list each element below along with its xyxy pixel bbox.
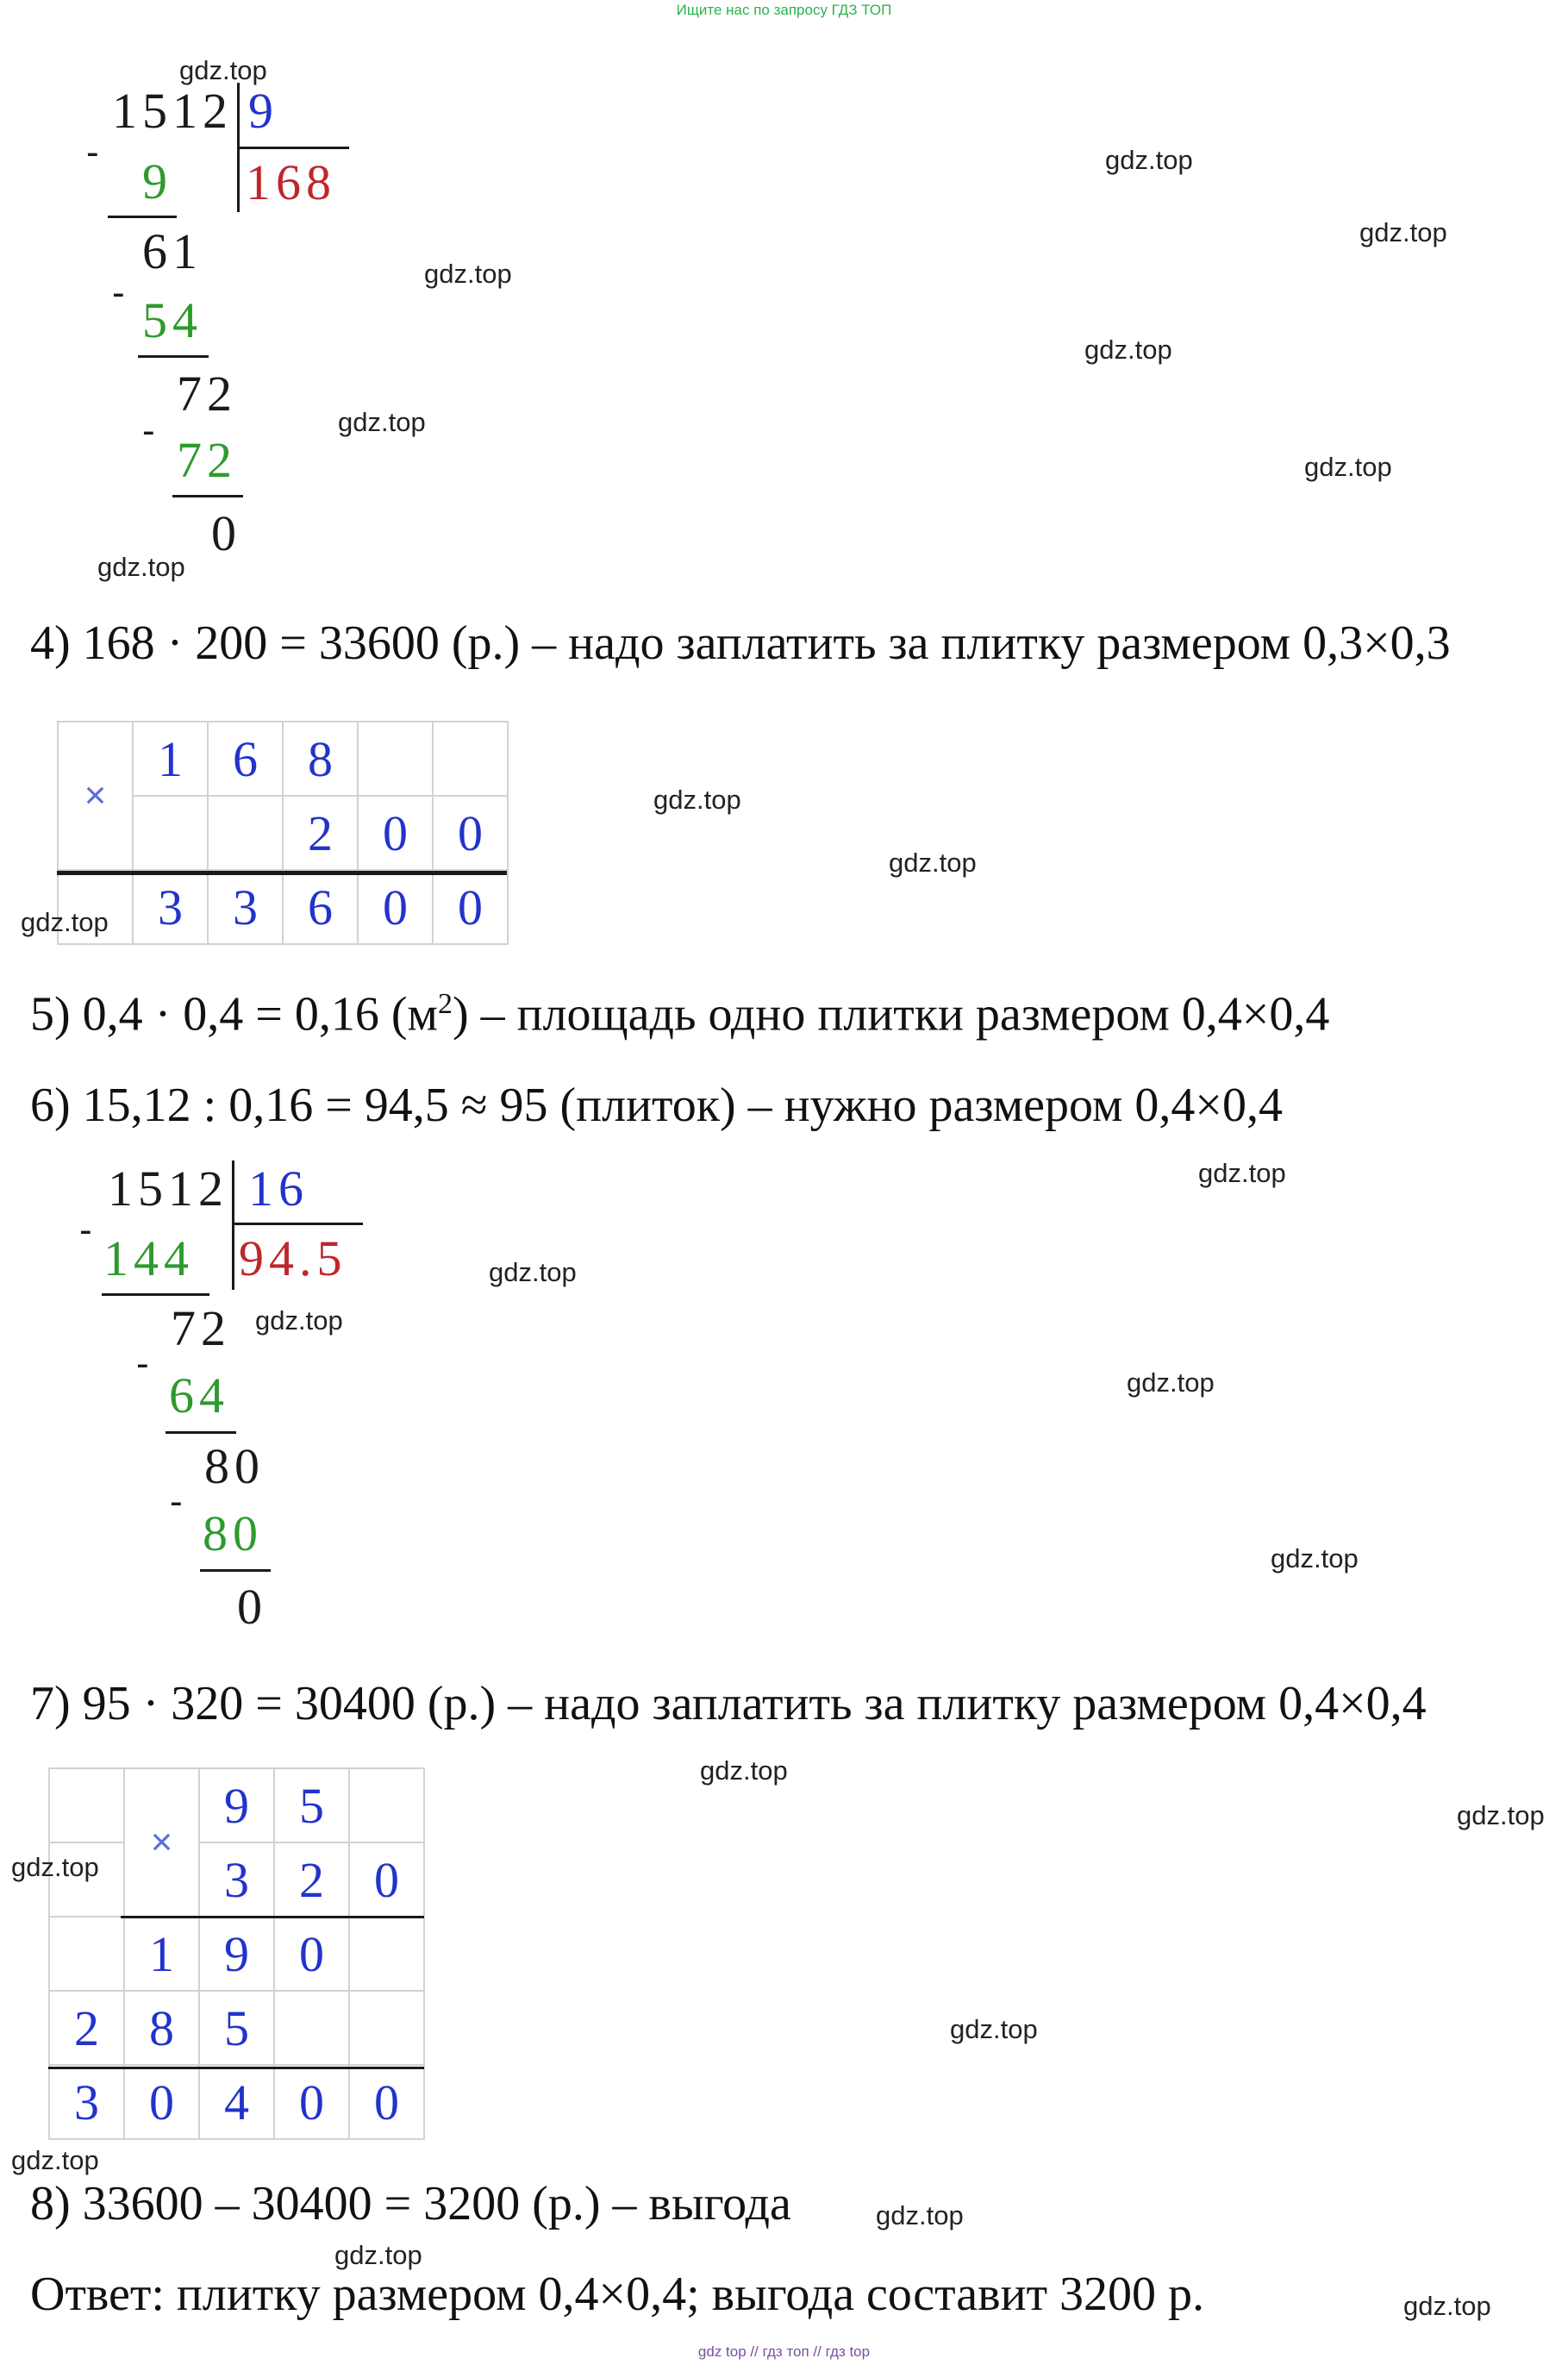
- digit-cell: 1: [133, 722, 208, 796]
- digit-cell: [49, 1768, 124, 1842]
- digit-cell: 9: [199, 1917, 274, 1991]
- digit-cell: 0: [274, 2065, 349, 2139]
- digit-cell: 6: [283, 870, 358, 944]
- digit-cell: 6: [208, 722, 283, 796]
- watermark: gdz.top: [338, 407, 426, 437]
- divisor: 16: [248, 1160, 309, 1217]
- step-remainder: 61: [142, 223, 203, 279]
- digit-cell: 0: [433, 796, 508, 870]
- watermark: gdz.top: [489, 1257, 577, 1287]
- watermark: gdz.top: [255, 1305, 343, 1336]
- step-remainder: 0: [211, 505, 241, 561]
- step-line: [200, 1569, 271, 1572]
- watermark: gdz.top: [1304, 452, 1392, 482]
- watermark: gdz.top: [1403, 2291, 1491, 2321]
- step-subtrahend: 54: [142, 292, 203, 348]
- digit-cell: 3: [49, 2065, 124, 2139]
- watermark: gdz.top: [950, 2014, 1038, 2044]
- digit-cell: 5: [199, 1991, 274, 2065]
- watermark: gdz.top: [179, 55, 267, 85]
- digit-cell: 3: [199, 1842, 274, 1917]
- watermark: gdz.top: [1105, 145, 1193, 175]
- digit-cell: 0: [358, 870, 433, 944]
- digit-cell: 0: [433, 870, 508, 944]
- minus-sign: -: [170, 1480, 183, 1523]
- digit-cell: 2: [283, 796, 358, 870]
- minus-sign: -: [112, 272, 125, 314]
- solution-line-4: 4) 168 · 200 = 33600 (р.) – надо заплатить за плитку размером 0,3×0,3: [30, 616, 1451, 670]
- watermark: gdz.top: [11, 2145, 99, 2175]
- step-subtrahend: 80: [203, 1505, 263, 1561]
- multiply-sign: ×: [124, 1768, 199, 1917]
- answer-line: Ответ: плитку размером 0,4×0,4; выгода составит 3200 р.: [30, 2268, 1205, 2321]
- watermark: gdz.top: [1127, 1367, 1215, 1398]
- watermark: gdz.top: [1198, 1158, 1286, 1188]
- digit-cell: [349, 1991, 424, 2065]
- step-line: [166, 1431, 236, 1434]
- step-line: [102, 1293, 209, 1296]
- multiply-sign: ×: [58, 722, 133, 870]
- digit-cell: 0: [358, 796, 433, 870]
- digit-cell: 0: [349, 1842, 424, 1917]
- solution-line-6: 6) 15,12 : 0,16 = 94,5 ≈ 95 (плиток) – нужно размером 0,4×0,4: [30, 1079, 1283, 1132]
- multiplication-table-1: [57, 721, 509, 945]
- watermark: gdz.top: [424, 259, 512, 289]
- digit-cell: 0: [349, 2065, 424, 2139]
- digit-cell: [349, 1917, 424, 1991]
- digit-cell: [358, 722, 433, 796]
- result-line: [57, 871, 507, 875]
- digit-cell: [208, 796, 283, 870]
- step-line: [108, 216, 177, 218]
- step-remainder: 72: [177, 366, 237, 422]
- solution-line-5: 5) 0,4 · 0,4 = 0,16 $(м^2)$ – площадь одно плитки размером 0,4×0,4: [30, 987, 1330, 1042]
- digit-cell: 0: [274, 1917, 349, 1991]
- minus-sign: -: [86, 131, 99, 173]
- step-line: [138, 355, 209, 358]
- digit-cell: 8: [124, 1991, 199, 2065]
- digit-cell: 8: [283, 722, 358, 796]
- step-remainder: 72: [171, 1300, 231, 1356]
- division-bar: [232, 1160, 234, 1290]
- header-note[interactable]: Ищите нас по запросу ГДЗ ТОП: [676, 2, 892, 18]
- digit-cell: 9: [199, 1768, 274, 1842]
- watermark: gdz.top: [653, 785, 741, 815]
- step-subtrahend: 72: [177, 432, 237, 488]
- digit-cell: 4: [199, 2065, 274, 2139]
- digit-cell: [49, 1917, 124, 1991]
- solution-line-7: 7) 95 · 320 = 30400 (р.) – надо заплатить за плитку размером 0,4×0,4: [30, 1677, 1427, 1730]
- step-subtrahend: 9: [142, 153, 172, 210]
- watermark: gdz.top: [334, 2240, 422, 2270]
- watermark: gdz.top: [1457, 1800, 1545, 1830]
- step-subtrahend: 144: [103, 1230, 194, 1286]
- minus-sign: -: [142, 410, 155, 452]
- multiplication-table-2: [48, 1767, 425, 2140]
- digit-cell: 2: [49, 1991, 124, 2065]
- step-subtrahend: 64: [169, 1367, 229, 1423]
- product-line: [121, 1916, 424, 1918]
- minus-sign: -: [79, 1209, 92, 1251]
- dividend: 1512: [112, 83, 233, 139]
- quotient: 94.5: [239, 1230, 347, 1286]
- quotient-line: [237, 147, 349, 149]
- digit-cell: 5: [274, 1768, 349, 1842]
- step-remainder: 0: [237, 1579, 267, 1635]
- watermark: gdz.top: [889, 848, 977, 878]
- watermark: gdz.top: [97, 552, 185, 582]
- digit-cell: 2: [274, 1842, 349, 1917]
- watermark: gdz.top: [1271, 1543, 1359, 1573]
- solution-line-8: 8) 33600 – 30400 = 3200 (р.) – выгода: [30, 2177, 791, 2230]
- digit-cell: 3: [133, 870, 208, 944]
- dividend: 1512: [108, 1160, 228, 1217]
- watermark: gdz.top: [21, 907, 109, 937]
- step-line: [172, 495, 243, 497]
- watermark: gdz.top: [876, 2200, 964, 2230]
- quotient: 168: [246, 154, 336, 210]
- result-line: [48, 2067, 424, 2069]
- step-remainder: 80: [204, 1438, 265, 1494]
- divisor: 9: [248, 83, 278, 139]
- digit-cell: 1: [124, 1917, 199, 1991]
- watermark: gdz.top: [700, 1755, 788, 1786]
- digit-cell: [433, 722, 508, 796]
- minus-sign: -: [136, 1342, 149, 1385]
- digit-cell: 3: [208, 870, 283, 944]
- watermark: gdz.top: [1084, 335, 1172, 365]
- quotient-line: [232, 1223, 363, 1225]
- digit-cell: [349, 1768, 424, 1842]
- digit-cell: [274, 1991, 349, 2065]
- watermark: gdz.top: [1359, 217, 1447, 247]
- watermark: gdz.top: [11, 1852, 99, 1882]
- footer-links[interactable]: gdz top // гдз топ // гдз top: [697, 2343, 871, 2360]
- digit-cell: [133, 796, 208, 870]
- digit-cell: 0: [124, 2065, 199, 2139]
